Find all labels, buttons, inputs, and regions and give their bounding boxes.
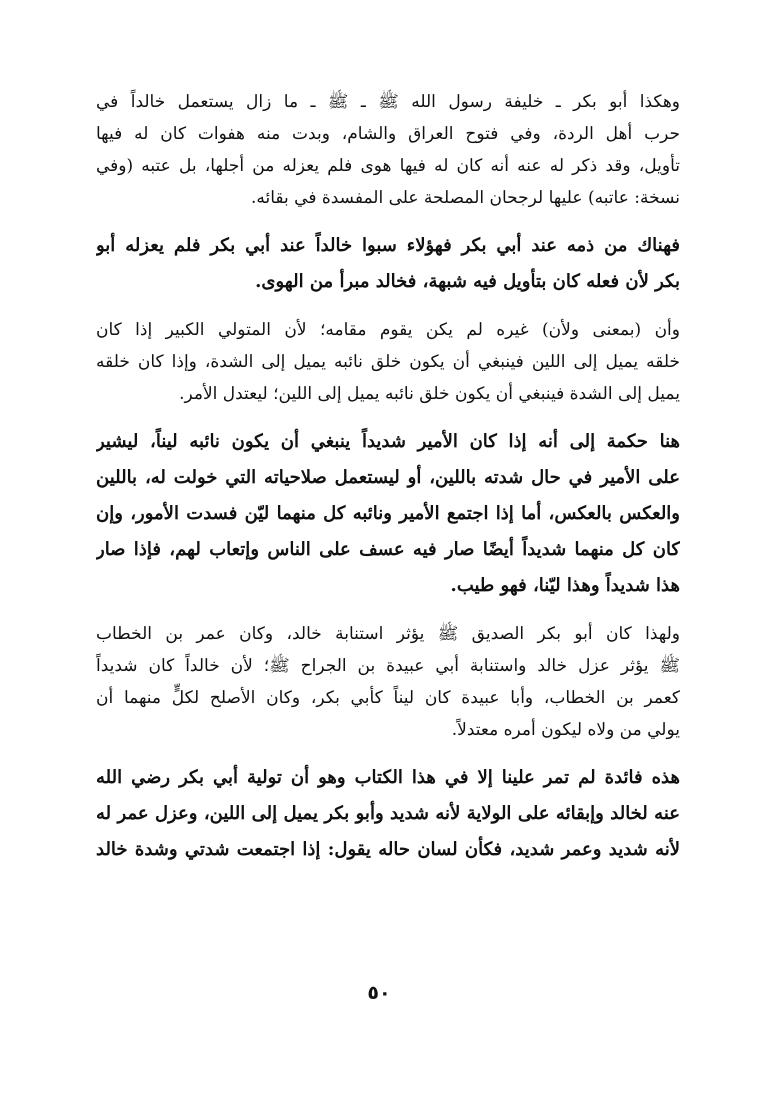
text-line: هذا شديداً وهذا ليّنا، فهو طيب. [450,575,680,596]
text-line: يميل إلى الشدة فينبغي أن يكون خلق نائبه يميل إلى اللين؛ ليعتدل الأمر. [179,384,680,404]
text-line: عنه لخالد وإبقائه على الولاية لأنه شديد وأبو بكر يميل إلى اللين، وعزل عمر له [96,803,680,824]
quote-paragraph-2 [96,314,680,410]
text-line: كان كل منهما شديداً أيضًا صار فيه عسف على الناس وإتعاب لهم، فإذا صار [96,539,680,560]
page-body [96,86,680,882]
text-line: تأويل، وقد ذكر له عنه أنه كان له فيها هوى فلم يعزله من أجلها، بل عتبه (وفي [96,156,680,176]
commentary-paragraph-1 [96,228,680,300]
text-line: ﷺ يؤثر عزل خالد واستنابة أبي عبيدة بن الجراح ﷺ؛ لأن خالداً كان شديداً [96,656,680,676]
commentary-paragraph-3 [96,760,680,868]
text-line: هذه فائدة لم تمر علينا إلا في هذا الكتاب وهو أن تولية أبي بكر رضي الله [96,767,680,788]
text-line: لأنه شديد وعمر شديد، فكأن لسان حاله يقول: إذا اجتمعت شدتي وشدة خالد [96,839,680,860]
text-line: بكر لأن فعله كان بتأويل فيه شبهة، فخالد مبرأ من الهوى. [255,271,680,292]
commentary-paragraph-2 [96,424,680,604]
text-line: وهكذا أبو بكر ـ خليفة رسول الله ﷺ ـ ﷺ ـ ما زال يستعمل خالداً في [96,92,680,112]
quote-paragraph-1 [96,86,680,214]
text-line: خلقه يميل إلى اللين فينبغي أن يكون خلق نائبه يميل إلى الشدة، وإذا كان خلقه [96,352,680,372]
text-line: كعمر بن الخطاب، وأبا عبيدة كان ليناً كأبي بكر، وكان الأصلح لكلٍّ منهما أن [96,688,680,708]
text-line: ولهذا كان أبو بكر الصديق ﷺ يؤثر استنابة خالد، وكان عمر بن الخطاب [96,624,680,644]
text-line: على الأمير في حال شدته باللين، أو ليستعمل صلاحياته التي خولت له، باللين [96,467,680,488]
text-line: نسخة: عاتبه) عليها لرجحان المصلحة على المفسدة في بقائه. [250,188,680,208]
page-number: ٥٠ [367,982,391,1004]
text-line: حرب أهل الردة، وفي فتوح العراق والشام، وبدت منه هفوات كان له فيها [96,124,680,144]
text-line: هنا حكمة إلى أنه إذا كان الأمير شديداً ينبغي أن يكون نائبه ليناً، ليشير [96,431,680,452]
text-line: والعكس بالعكس، أما إذا اجتمع الأمير ونائبه كل منهما ليّن فسدت الأمور، وإن [96,503,680,524]
text-line: فهناك من ذمه عند أبي بكر فهؤلاء سبوا خالداً عند أبي بكر فلم يعزله أبو [96,235,680,256]
quote-paragraph-3 [96,618,680,746]
text-line: وأن (بمعنى ولأن) غيره لم يكن يقوم مقامه؛ لأن المتولي الكبير إذا كان [96,320,680,340]
text-line: يولي من ولاه ليكون أمره معتدلاً. [451,720,680,740]
